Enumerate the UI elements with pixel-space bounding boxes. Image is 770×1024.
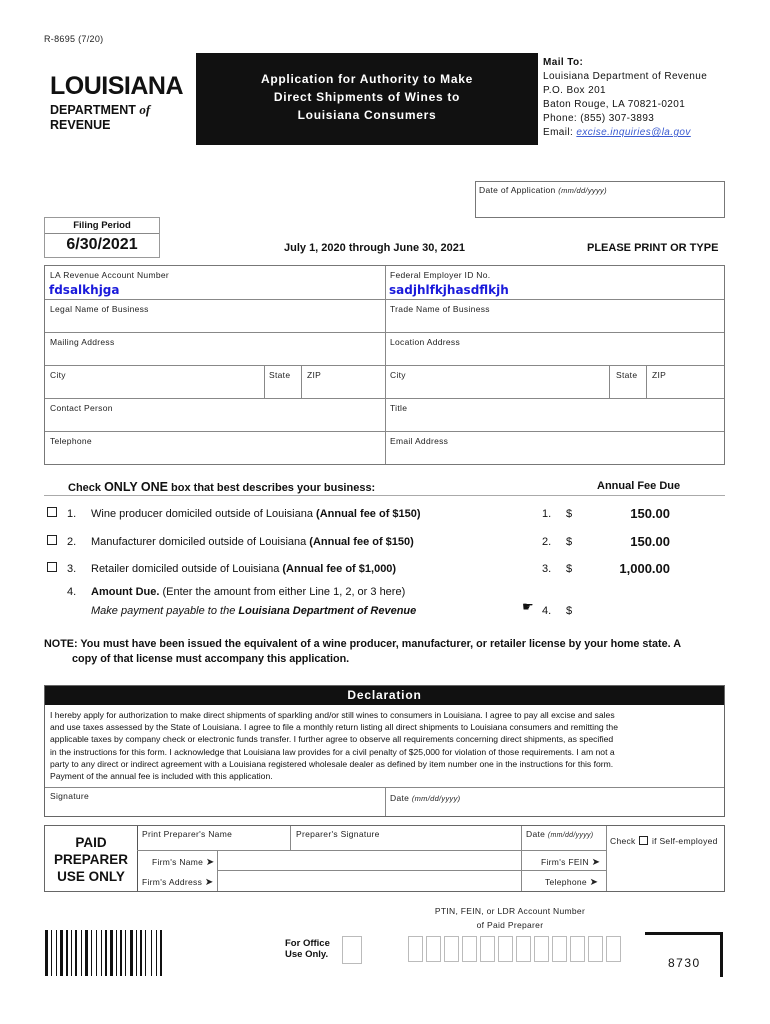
dollar-sign: $ <box>566 605 573 617</box>
office-use-box <box>342 936 362 964</box>
declaration-heading: Declaration <box>45 686 724 705</box>
firm-fein-field[interactable] <box>607 851 724 870</box>
barcode-bar <box>116 930 117 976</box>
option-number: 2. <box>67 536 77 548</box>
barcode-bar <box>75 930 77 976</box>
title-label: Title <box>390 403 408 413</box>
arrow-right-icon: ➤ <box>589 877 599 888</box>
option-number: 3. <box>67 563 77 575</box>
date-label: Date <box>390 793 410 803</box>
signature-field[interactable] <box>45 788 385 816</box>
preparer-date-field[interactable] <box>522 826 606 850</box>
legal-name-label: Legal Name of Business <box>50 304 149 314</box>
mail-to-heading: Mail To: <box>543 57 584 68</box>
fein-value: sadjhlfkjhasdflkjh <box>389 283 509 297</box>
title-line: Application for Authority to Make <box>261 72 473 86</box>
form-code: 8730 <box>668 956 701 970</box>
filing-period-value[interactable]: 6/30/2021 <box>66 236 138 253</box>
barcode-bar <box>160 930 162 976</box>
mail-to-line: Phone: (855) 307-3893 <box>543 113 655 124</box>
legal-name-field[interactable] <box>45 300 385 332</box>
option-number: 1. <box>67 508 77 520</box>
fein-field[interactable] <box>386 266 724 299</box>
barcode-bar <box>120 930 122 976</box>
barcode-bar <box>156 930 157 976</box>
location-address-field[interactable] <box>386 333 724 365</box>
barcode-bar <box>71 930 72 976</box>
mailing-state-field[interactable] <box>265 366 301 398</box>
license-note: NOTE: You must have been issued the equivalent of a wine producer, manufacturer, or retailer license by your home state. A copy of that license must accompany this application. <box>44 638 681 665</box>
payable-text: Make payment payable to the Louisiana Department of Revenue <box>91 605 417 617</box>
zip-label: ZIP <box>307 370 322 380</box>
arrow-right-icon: ➤ <box>205 857 215 868</box>
ptin-label: PTIN, FEIN, or LDR Account Number of Paid Preparer <box>434 906 586 930</box>
barcode-bar <box>45 930 48 976</box>
check-one-heading: Check ONLY ONE box that best describes your business: <box>68 480 376 494</box>
date-hint: (mm/dd/yyyy) <box>547 832 594 839</box>
fee-amount[interactable]: 150.00 <box>630 506 670 521</box>
barcode-bar <box>105 930 107 976</box>
contact-person-label: Contact Person <box>50 403 113 413</box>
barcode-bar <box>130 930 133 976</box>
option-line-number: 4. <box>542 605 552 617</box>
paid-preparer-heading: PAID PREPARER USE ONLY <box>53 835 128 884</box>
barcode-bar <box>140 930 142 976</box>
annual-fee-header: Annual Fee Due <box>597 480 681 492</box>
barcode-bar <box>91 930 92 976</box>
dollar-sign: $ <box>566 536 573 548</box>
louisiana-dor-logo <box>50 74 195 132</box>
print-or-type-notice: PLEASE PRINT OR TYPE <box>587 242 719 254</box>
title-line: Direct Shipments of Wines to <box>273 90 461 104</box>
dollar-sign: $ <box>566 508 573 520</box>
firm-name-label: Firm's Name ➤ <box>152 857 215 868</box>
barcode-bar <box>66 930 68 976</box>
declaration-text: I hereby apply for authorization to make direct shipments of sparkling and/or still wines to consumers in Louisiana. I agree to pay all excise and sales and use taxes assessed by the State of Louisiana. I agree to file a monthly return listing all direct shipments to Louisiana consumers and remitting the applicable taxes by company check or electronic funds transfer. I further agree to observe all requirements concerning direct shipments, as specified in the instructions for this form. I acknowledge that Louisiana law provides for a civil penalty of $25,000 for violation of those requirements. I am not a party to any direct or indirect agreement with a Louisiana registered wholesale dealer as defined by item number one in the instructions for this form. Payment of the annual fee is included with this application. <box>50 710 618 782</box>
option-text: Retailer domiciled outside of Louisiana (Annual fee of $1,000) <box>91 563 397 575</box>
mailing-city-field[interactable] <box>45 366 264 398</box>
arrow-right-icon: ➤ <box>204 877 214 888</box>
logo-line2: DEPARTMENT of REVENUE <box>50 102 151 132</box>
option-1-checkbox[interactable] <box>47 507 57 517</box>
barcode-bar <box>60 930 63 976</box>
logo-line1: LOUISIANA <box>50 72 183 100</box>
date-label: Date <box>526 829 546 839</box>
option-line-number: 2. <box>542 536 552 548</box>
check-label: Check <box>610 836 636 846</box>
fee-amount[interactable]: 1,000.00 <box>619 561 670 576</box>
telephone-label: Telephone <box>50 436 92 446</box>
title-field[interactable] <box>386 399 724 431</box>
preparer-signature-label: Preparer's Signature <box>296 829 380 839</box>
state-label: State <box>269 370 291 380</box>
print-preparer-name-label: Print Preparer's Name <box>142 829 233 839</box>
barcode-bar <box>85 930 88 976</box>
city-label: City <box>50 370 66 380</box>
pointing-hand-icon: ☛ <box>522 600 534 615</box>
firm-name-field[interactable] <box>218 851 521 870</box>
declaration-box <box>44 685 725 817</box>
trade-name-field[interactable] <box>386 300 724 332</box>
firm-address-field[interactable] <box>218 871 521 891</box>
filing-period-range: July 1, 2020 through June 30, 2021 <box>284 242 465 254</box>
city-label: City <box>390 370 406 380</box>
amount-due-field[interactable] <box>580 602 675 618</box>
mail-to-line: Baton Rouge, LA 70821-0201 <box>543 99 686 110</box>
mailing-zip-field[interactable] <box>302 366 385 398</box>
mailing-address-field[interactable] <box>45 333 385 365</box>
email-address-field[interactable] <box>386 432 724 464</box>
barcode-bar <box>81 930 82 976</box>
mail-to-line: P.O. Box 201 <box>543 85 606 96</box>
email-address-label: Email Address <box>390 436 449 446</box>
email-link[interactable]: excise.inquiries@la.gov <box>576 127 691 138</box>
fee-amount[interactable]: 150.00 <box>630 534 670 549</box>
barcode-bar <box>96 930 97 976</box>
preparer-signature-field[interactable] <box>291 826 521 850</box>
firm-address-label: Firm's Address ➤ <box>142 877 214 888</box>
barcode-bar <box>110 930 113 976</box>
paid-preparer-box <box>44 825 725 892</box>
location-zip-field[interactable] <box>647 366 724 398</box>
date-of-application-label: Date of Application <box>479 185 556 195</box>
date-of-application-field[interactable] <box>475 181 725 218</box>
filing-period-label: Filing Period <box>73 220 131 231</box>
la-revenue-account-label: LA Revenue Account Number <box>50 270 170 280</box>
preparer-telephone-label: Telephone ➤ <box>545 877 599 888</box>
option-line-number: 1. <box>542 508 552 520</box>
mailing-address-label: Mailing Address <box>50 337 115 347</box>
barcode-bar <box>56 930 57 976</box>
self-employed-check <box>610 836 718 846</box>
mail-to-email-row: Email: excise.inquiries@la.gov <box>543 127 691 138</box>
filing-period-box <box>44 217 160 258</box>
la-revenue-account-value: fdsalkhjga <box>49 283 120 297</box>
barcode-bar <box>101 930 102 976</box>
signature-label: Signature <box>50 791 90 801</box>
dollar-sign: $ <box>566 563 573 575</box>
location-address-label: Location Address <box>390 337 461 347</box>
barcode-bar <box>125 930 126 976</box>
fein-label: Federal Employer ID No. <box>390 270 491 280</box>
option-2-checkbox[interactable] <box>47 535 57 545</box>
option-3-checkbox[interactable] <box>47 562 57 572</box>
barcode-bar <box>145 930 146 976</box>
barcode <box>45 930 165 976</box>
trade-name-label: Trade Name of Business <box>390 304 490 314</box>
option-text: Manufacturer domiciled outside of Louisiana (Annual fee of $150) <box>91 536 414 548</box>
preparer-name-field[interactable] <box>138 826 290 850</box>
title-banner <box>196 53 538 145</box>
barcode-bar <box>136 930 137 976</box>
business-info-grid <box>44 265 725 465</box>
zip-label: ZIP <box>652 370 667 380</box>
barcode-bar <box>151 930 152 976</box>
firm-fein-label: Firm's FEIN ➤ <box>541 857 601 868</box>
self-employed-label: if Self-employed <box>651 836 718 846</box>
form-id: R-8695 (7/20) <box>44 34 104 44</box>
declaration-date-field[interactable] <box>386 788 724 816</box>
preparer-telephone-field[interactable] <box>607 871 724 891</box>
state-label: State <box>616 370 638 380</box>
date-hint: (mm/dd/yyyy) <box>558 186 607 195</box>
date-hint: (mm/dd/yyyy) <box>411 794 461 803</box>
option-line-number: 3. <box>542 563 552 575</box>
corner-mark <box>645 932 723 977</box>
mail-to-line: Louisiana Department of Revenue <box>543 71 708 82</box>
mail-to-block <box>543 56 707 140</box>
la-revenue-account-field[interactable] <box>45 266 385 299</box>
title-line: Louisiana Consumers <box>297 108 437 122</box>
option-number: 4. <box>67 586 77 598</box>
office-use-label: For Office Use Only. <box>285 938 330 960</box>
location-city-field[interactable] <box>386 366 609 398</box>
self-employed-checkbox[interactable] <box>639 836 648 845</box>
option-text: Wine producer domiciled outside of Louisiana (Annual fee of $150) <box>91 508 421 520</box>
amount-due-text: Amount Due. (Enter the amount from either Line 1, 2, or 3 here) <box>91 586 406 598</box>
arrow-right-icon: ➤ <box>591 857 601 868</box>
contact-person-field[interactable] <box>45 399 385 431</box>
location-state-field[interactable] <box>610 366 646 398</box>
telephone-field[interactable] <box>45 432 385 464</box>
barcode-bar <box>51 930 52 976</box>
